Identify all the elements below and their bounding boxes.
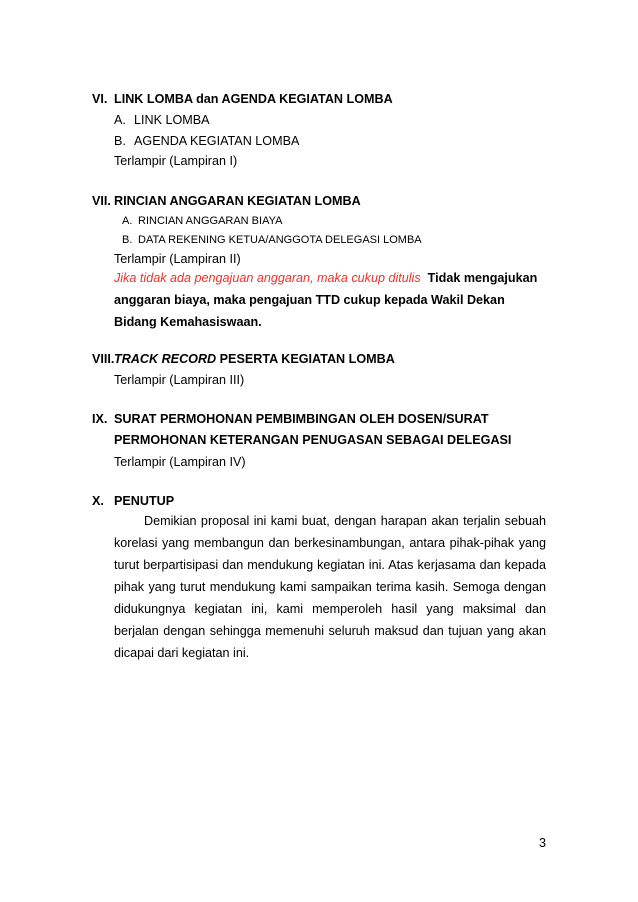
section-title: LINK LOMBA dan AGENDA KEGIATAN LOMBA [114,92,393,106]
section-number: VII. [92,194,111,208]
attachment-note: Terlampir (Lampiran I) [114,154,238,168]
red-instruction: Jika tidak ada pengajuan anggaran, maka cukup ditulis [114,271,421,285]
section-title: TRACK RECORD PESERTA KEGIATAN LOMBA [114,352,395,366]
section-title: RINCIAN ANGGARAN KEGIATAN LOMBA [114,194,361,208]
closing-paragraph: Demikian proposal ini kami buat, dengan harapan akan terjalin sebuah korelasi yang membangun dan berkesinambungan, antara pihak-pihak yang turut berpartisipasi dan mendukung kegiatan ini. Atas kerjasama dan kepada pihak yang turut mendukung kami sampaikan terima kasih. Semoga dengan didukungnya kegiatan ini, kami memperoleh hasil yang maksimal dan berjalan dengan sehingga memenuhi seluruh maksud dan tujuan yang akan dicapai dari kegiatan ini. [114,514,546,660]
bold-instruction: Tidak mengajukan anggaran biaya, maka pengajuan TTD cukup kepada Wakil Dekan Bidang Kemahasiswaan. [114,271,538,329]
list-item: A. LINK LOMBA [114,113,210,127]
list-item: B. AGENDA KEGIATAN LOMBA [114,134,300,148]
section-viii [92,351,546,387]
attachment-note: Terlampir (Lampiran IV) [114,455,246,469]
section-title-line-2: PERMOHONAN KETERANGAN PENUGASAN SEBAGAI DELEGASI [114,433,512,447]
section-vii-heading [92,193,546,209]
section-number: X. [92,494,104,508]
attachment-note: Terlampir (Lampiran III) [114,373,245,387]
section-number: VI. [92,92,108,106]
budget-note [114,267,546,333]
section-vii [92,193,546,329]
section-number: VIII. [92,352,115,366]
list-item: B. DATA REKENING KETUA/ANGGOTA DELEGASI LOMBA [122,234,422,246]
section-x-heading [92,493,546,509]
attachment-note: Terlampir (Lampiran II) [114,252,241,266]
section-vi [92,91,546,168]
section-ix-heading [92,411,546,448]
list-item: A. RINCIAN ANGGARAN BIAYA [122,215,283,227]
section-title: PENUTUP [114,494,175,508]
section-x [92,493,546,660]
section-vi-heading [92,91,546,107]
section-title-line-1: SURAT PERMOHONAN PEMBIMBINGAN OLEH DOSEN/SURAT [114,412,489,426]
section-number: IX. [92,412,108,426]
section-ix [92,411,546,469]
page-number: 3 [539,836,547,850]
section-viii-heading [92,351,546,367]
